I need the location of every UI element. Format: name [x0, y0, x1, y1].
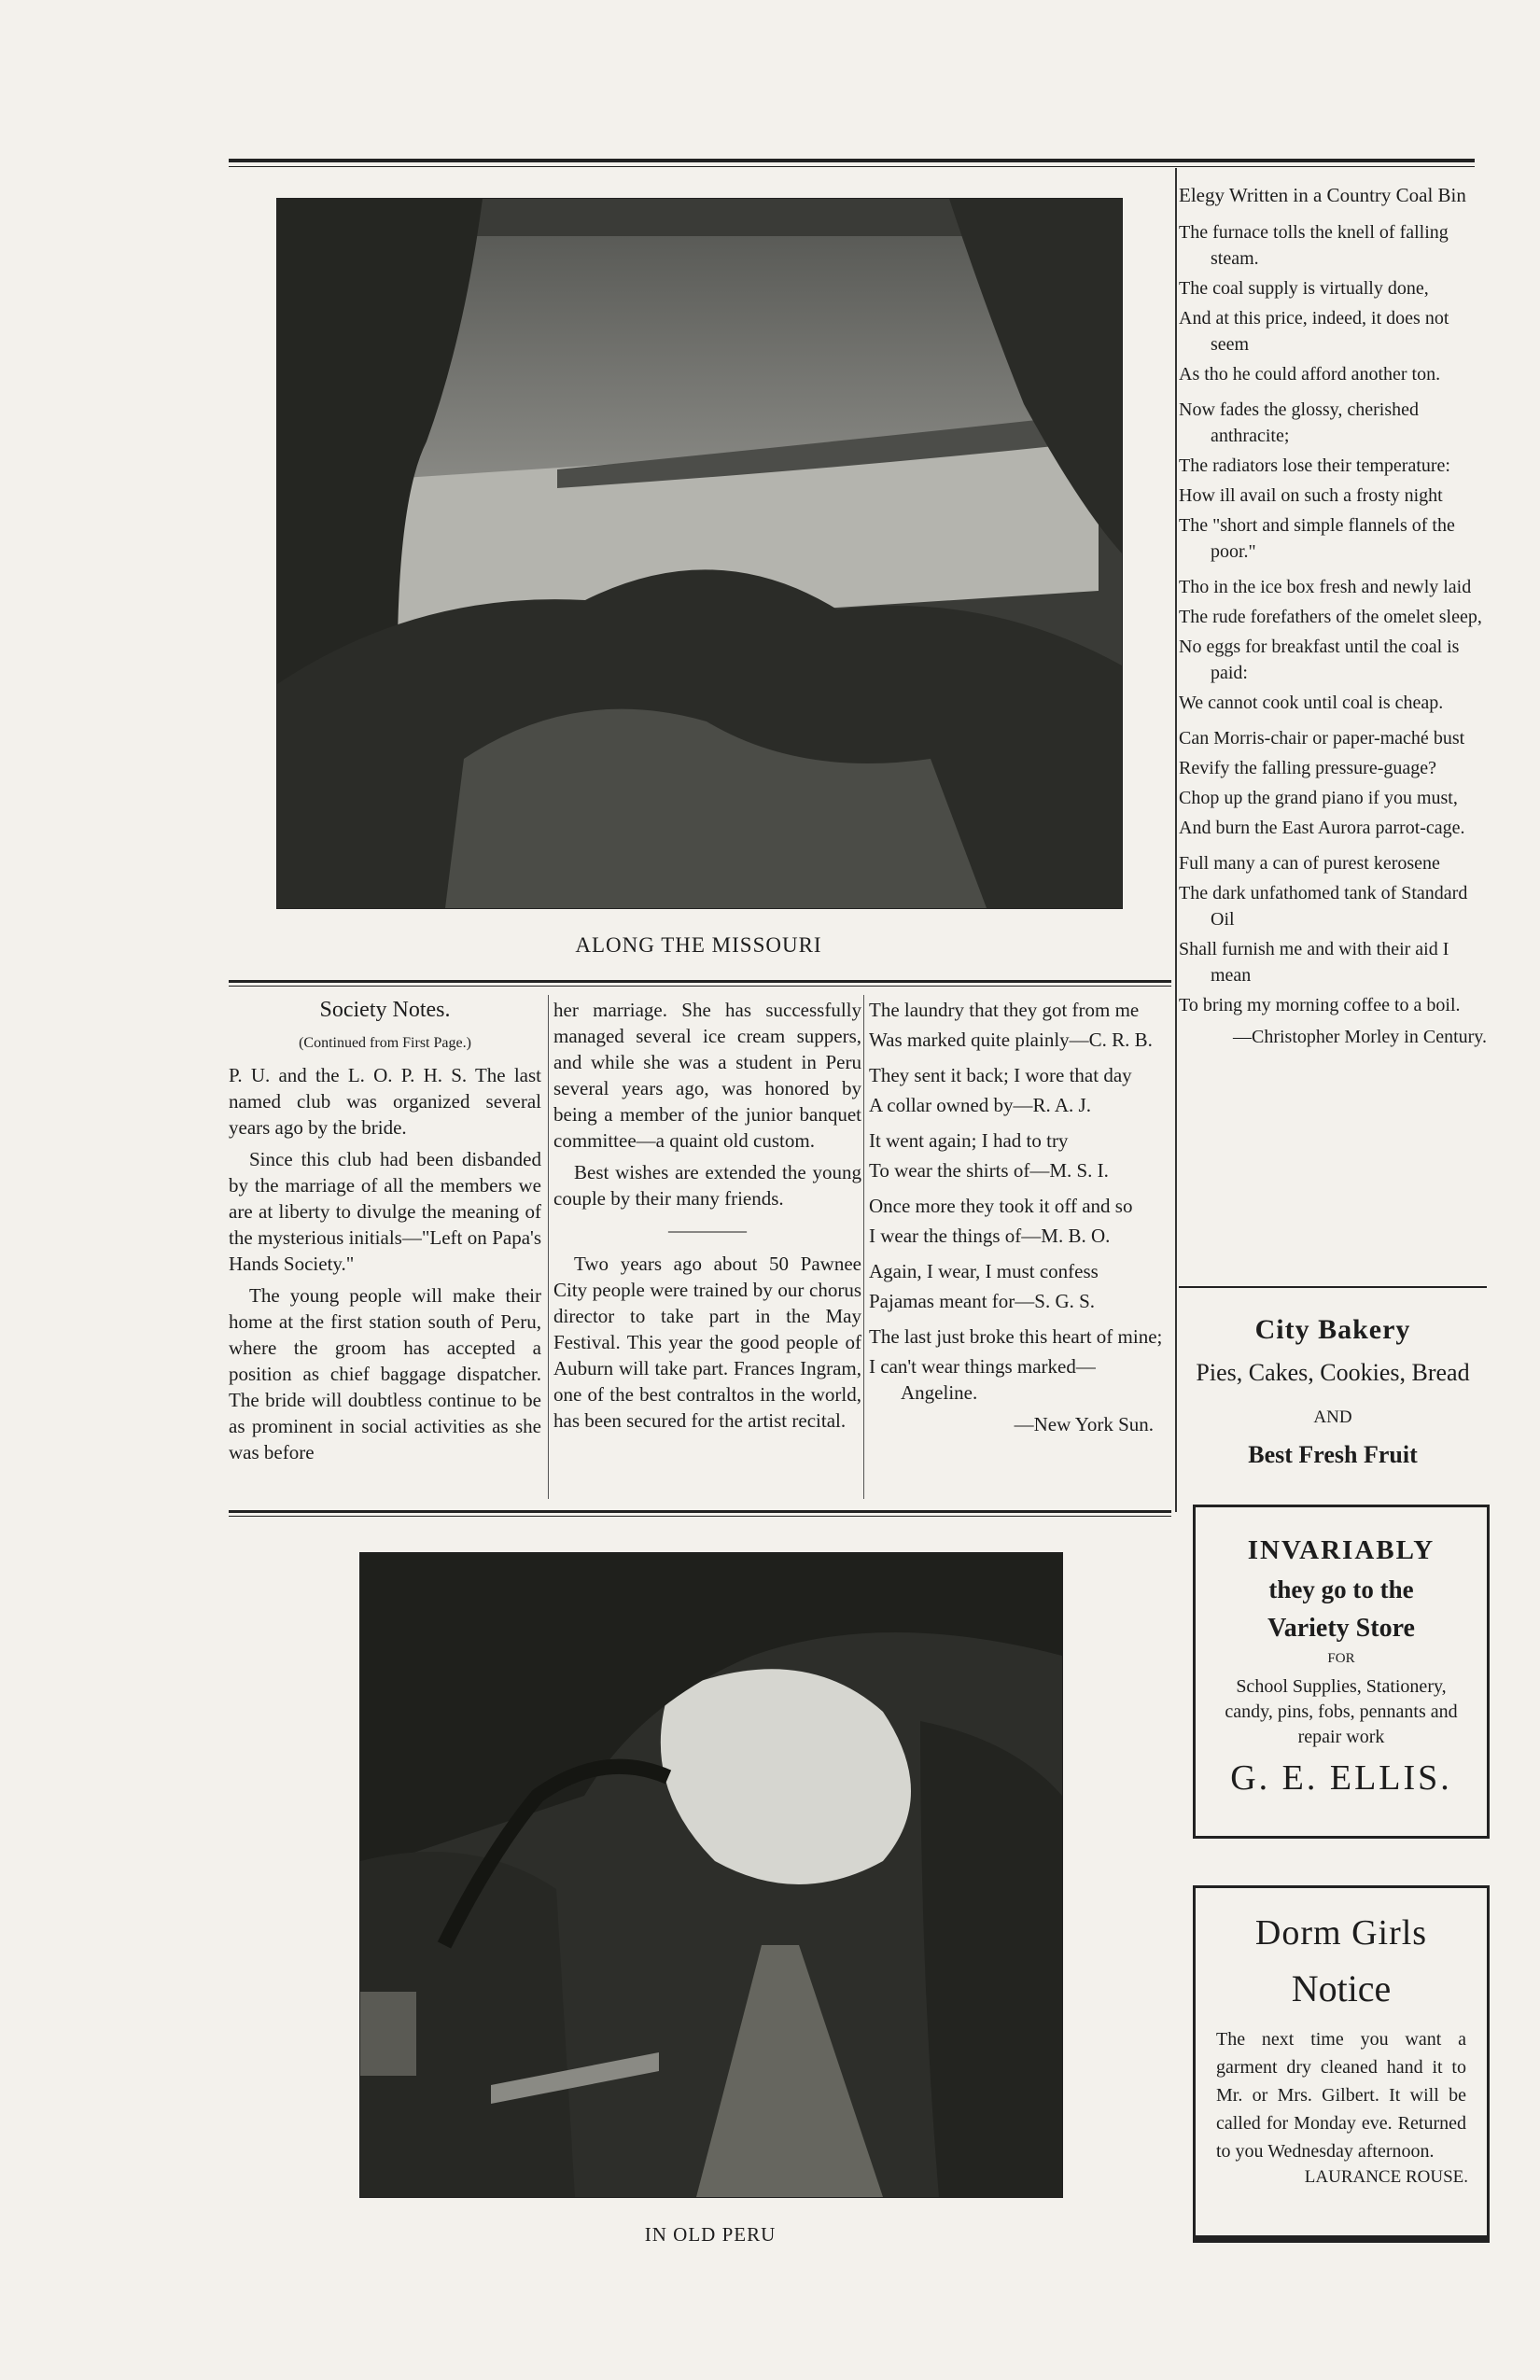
poem-line: No eggs for breakfast until the coal is paid:: [1179, 637, 1460, 683]
elegy-title: Elegy Written in a Country Coal Bin: [1179, 184, 1466, 206]
poem-line: Revify the falling pressure-guage?: [1179, 758, 1437, 778]
poem-line: Again, I wear, I must confess: [869, 1260, 1099, 1282]
poem-line: Was marked quite plainly—C. R. B.: [869, 1029, 1153, 1051]
poem-line: I can't wear things marked—Angeline.: [869, 1355, 1096, 1404]
poem-stanza: [1179, 850, 1487, 1018]
variety-line4: FOR: [1327, 1651, 1355, 1666]
bottom-ad-rule: [1193, 2238, 1490, 2243]
bakery-name: City Bakery: [1254, 1314, 1411, 1345]
variety-owner: G. E. ELLIS.: [1230, 1758, 1452, 1798]
poem-line: It went again; I had to try: [869, 1129, 1069, 1152]
poem-line: The laundry that they got from me: [869, 999, 1140, 1021]
poem-stanza: [869, 1127, 1172, 1183]
society-notes-subheading: (Continued from First Page.): [299, 1035, 471, 1051]
top-rule-thin: [229, 166, 1475, 167]
society-notes-paragraph: P. U. and the L. O. P. H. S. The last named club was organized several years ago by the bride.: [229, 1064, 541, 1139]
poem-line: The "short and simple flannels of the poor.": [1179, 515, 1455, 562]
right-column-divider: [1175, 168, 1177, 1512]
variety-line2: they go to the: [1268, 1575, 1414, 1603]
poem-line: They sent it back; I wore that day: [869, 1064, 1132, 1086]
photo-along-the-missouri: [276, 198, 1123, 909]
ad-rule: [1179, 1286, 1487, 1288]
poem-stanza: [869, 1062, 1172, 1118]
poem-line: The furnace tolls the knell of falling steam.: [1179, 222, 1449, 269]
poem-line: And burn the East Aurora parrot-cage.: [1179, 818, 1465, 838]
poem-line: Once more they took it off and so: [869, 1195, 1133, 1217]
poem-line: The coal supply is virtually done,: [1179, 278, 1429, 299]
bakery-items: Pies, Cakes, Cookies, Bread: [1196, 1359, 1470, 1386]
variety-line3: Variety Store: [1267, 1614, 1415, 1643]
top-rule: [229, 159, 1475, 162]
society-notes-divider: ————: [668, 1219, 747, 1241]
variety-line5: School Supplies, Stationery, candy, pins, fobs, pennants and repair work: [1225, 1676, 1458, 1747]
poem-stanza: [1179, 397, 1487, 565]
poem-line: Shall furnish me and with their aid I mean: [1179, 939, 1449, 986]
column-divider: [863, 995, 864, 1499]
poem-stanza: [869, 1258, 1172, 1314]
poem-line: And at this price, indeed, it does not seem: [1179, 308, 1449, 355]
society-notes-heading: Society Notes.: [319, 998, 451, 1022]
column-divider: [548, 995, 549, 1499]
poem-line: Now fades the glossy, cherished anthracite;: [1179, 399, 1419, 446]
poem-line: The last just broke this heart of mine;: [869, 1325, 1163, 1348]
elegy-body: [1179, 219, 1487, 1018]
poem-stanza: [1179, 574, 1487, 716]
bakery-and: AND: [1313, 1407, 1352, 1427]
society-notes-column-2: [553, 997, 861, 1439]
section-rule-1b: [229, 986, 1171, 987]
poem-line: How ill avail on such a frosty night: [1179, 485, 1443, 506]
photo-caption-old-peru: IN OLD PERU: [644, 2223, 777, 2246]
old-peru-scene-image: [360, 1553, 1062, 2197]
society-notes-paragraph: The young people will make their home at the first station south of Peru, where the groom has accepted a position as chief baggage dispatcher. The bride will doubtless continue to be as prominent in social activities as she was before: [229, 1284, 541, 1463]
dorm-title: Dorm Girls: [1254, 1913, 1428, 1953]
variety-line1: INVARIABLY: [1247, 1535, 1435, 1565]
section-rule-1: [229, 980, 1171, 983]
poem-line: The rude forefathers of the omelet sleep,: [1179, 607, 1482, 627]
poem-line: Can Morris-chair or paper-maché bust: [1179, 728, 1465, 749]
missouri-scene-image: [277, 199, 1122, 908]
society-notes-paragraph: Two years ago about 50 Pawnee City people were trained by our chorus director to take part in the May Festival. This year the good people of Auburn will take part. Frances Ingram, one of the best contraltos in the world, has been secured for the artist recital.: [553, 1253, 861, 1432]
poem-line: To wear the shirts of—M. S. I.: [869, 1159, 1109, 1182]
dorm-girls-ad: [1193, 1885, 1490, 2238]
dorm-body: The next time you want a garment dry cleaned hand it to Mr. or Mrs. Gilbert. It will be called for Monday eve. Returned to you Wednesday afternoon.: [1216, 2029, 1466, 2162]
dorm-signature: LAURANCE ROUSE.: [1304, 2167, 1468, 2187]
society-notes-column-1: [229, 997, 541, 1471]
variety-store-ad: [1193, 1505, 1490, 1839]
society-notes-paragraph: Best wishes are extended the young couple by their many friends.: [553, 1161, 861, 1210]
bakery-extra: Best Fresh Fruit: [1248, 1441, 1418, 1468]
section-rule-2: [229, 1510, 1171, 1513]
poem-line: To bring my morning coffee to a boil.: [1179, 995, 1461, 1015]
city-bakery-ad: [1179, 1314, 1487, 1469]
society-notes-paragraph: Since this club had been disbanded by the marriage of all the members we are at liberty to divulge the meaning of the mysterious initials—"Left on Papa's Hands Society.": [229, 1148, 541, 1275]
poem-line: Tho in the ice box fresh and newly laid: [1179, 577, 1472, 597]
poem-credit: —New York Sun.: [1014, 1413, 1154, 1435]
poem-line: Full many a can of purest kerosene: [1179, 853, 1440, 874]
elegy-credit: —Christopher Morley in Century.: [1232, 1027, 1487, 1047]
dorm-notice: Notice: [1291, 1967, 1392, 2009]
photo-in-old-peru: [359, 1552, 1063, 2198]
society-notes-paragraph: her marriage. She has successfully managed several ice cream suppers, and while she was a student in Peru several years ago, was honored by being a member of the junior banquet committee—a quaint old custom.: [553, 999, 861, 1152]
elegy-poem: [1179, 182, 1487, 1050]
poem-line: The radiators lose their temperature:: [1179, 455, 1450, 476]
poem-line: We cannot cook until coal is cheap.: [1179, 693, 1444, 713]
poem-line: As tho he could afford another ton.: [1179, 364, 1441, 385]
poem-line: Chop up the grand piano if you must,: [1179, 788, 1458, 808]
poem-line: The dark unfathomed tank of Standard Oil: [1179, 883, 1468, 930]
laundry-poem: [869, 997, 1172, 1437]
section-rule-2b: [229, 1516, 1171, 1517]
poem-line: I wear the things of—M. B. O.: [869, 1225, 1111, 1247]
poem-stanza: [1179, 219, 1487, 387]
poem-stanza: [869, 1323, 1172, 1406]
poem-stanza: [869, 1193, 1172, 1249]
poem-stanza: [1179, 725, 1487, 841]
poem-line: Pajamas meant for—S. G. S.: [869, 1290, 1096, 1312]
poem-line: A collar owned by—R. A. J.: [869, 1094, 1091, 1116]
poem-stanza: [869, 997, 1172, 1053]
photo-caption-missouri: ALONG THE MISSOURI: [575, 933, 822, 957]
